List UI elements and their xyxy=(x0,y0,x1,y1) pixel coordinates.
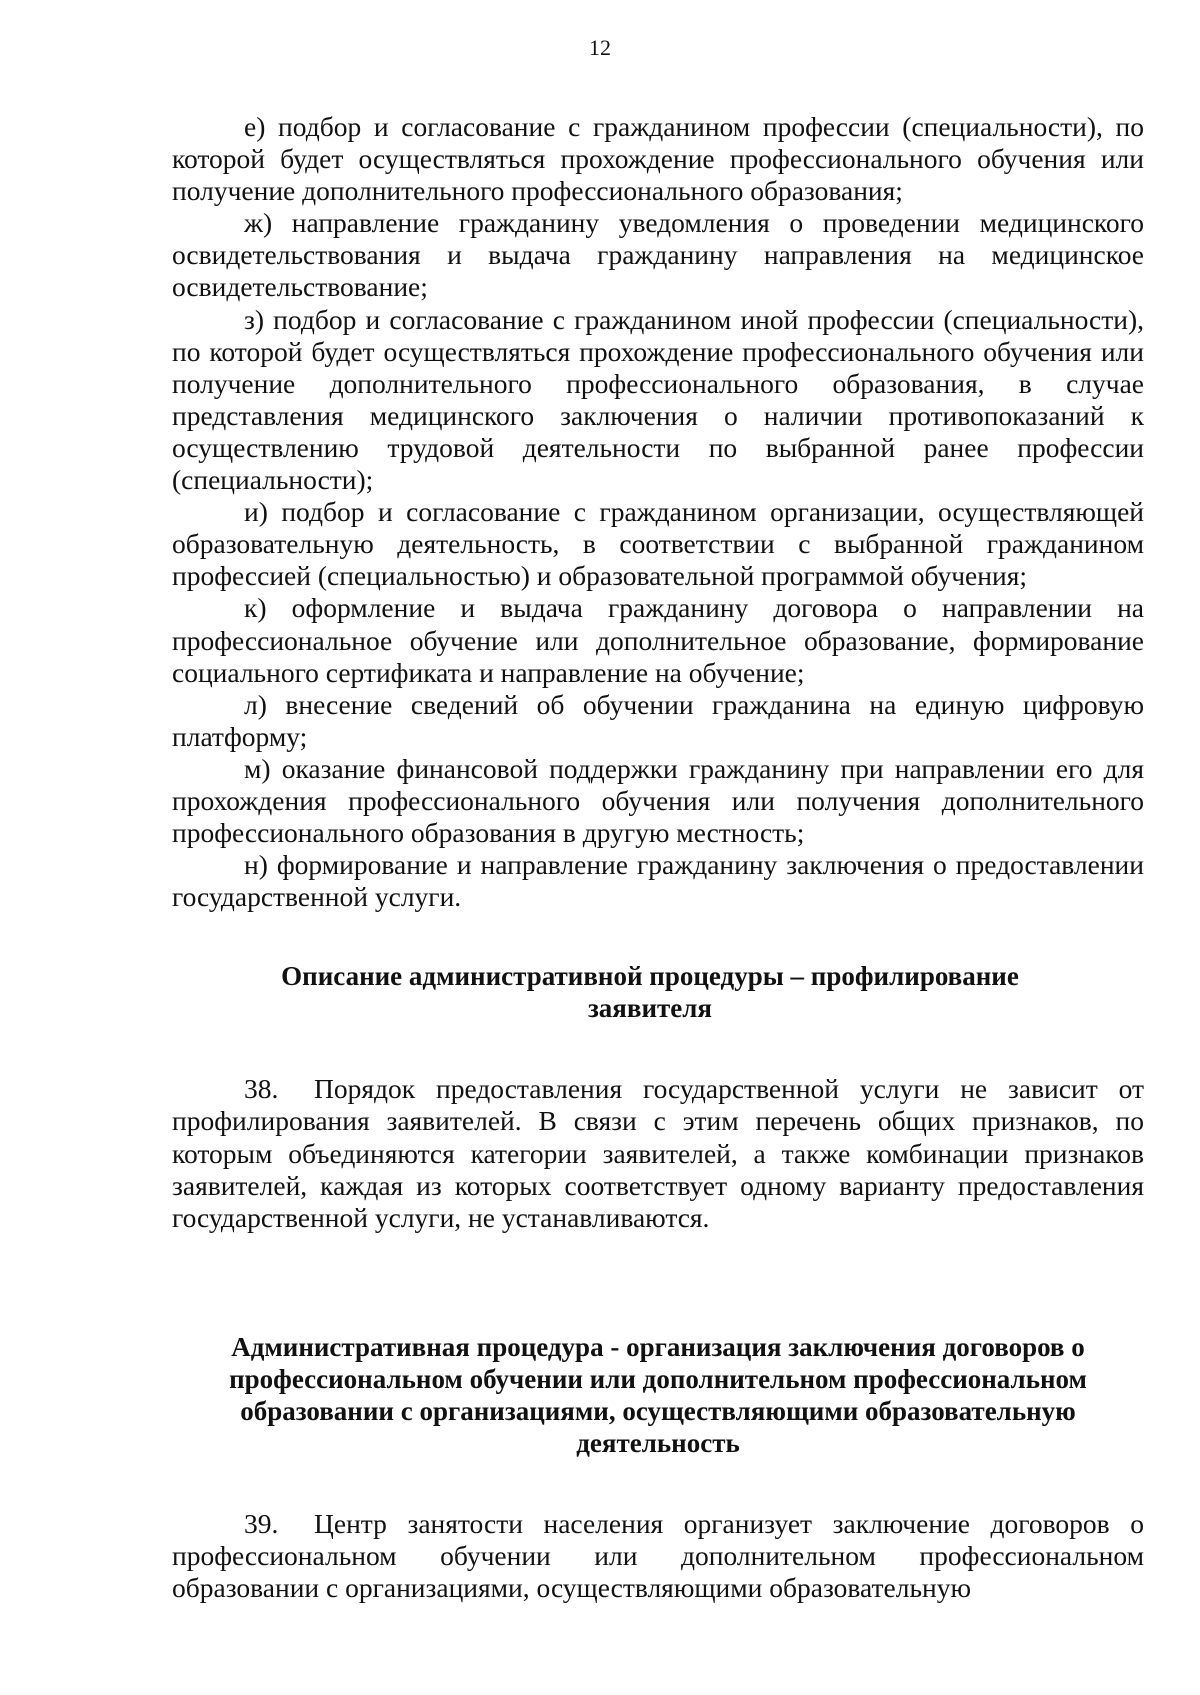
section-heading-contracts: Административная процедура - организация заключения договоров о профессиональном обучении или дополнительном профессиональном образовании с организациями, осуществляющими образовательную деятельность xyxy=(229,1331,1087,1458)
list-item-z: з) подбор и согласование с гражданином иной профессии (специальности), по которой будет осуществляться прохождение профессионального обучения или получение дополнительного профессионального образования, в случае представления медицинского заключения о наличии противопоказаний к осуществлению трудовой деятельности по выбранной ранее профессии (специальности); xyxy=(172,303,1144,496)
clause-39 xyxy=(172,1508,1144,1604)
document-body xyxy=(172,111,1144,1604)
clause-38-number: 38. xyxy=(244,1073,279,1105)
clause-39-number: 39. xyxy=(244,1507,279,1539)
list-item-m: м) оказание финансовой поддержки гражданину при направлении его для прохождения профессионального обучения или получения дополнительного профессионального образования в другую местность; xyxy=(172,752,1144,849)
list-item-l: л) внесение сведений об обучении гражданина на единую цифровую платформу; xyxy=(172,688,1144,752)
list-item-k: к) оформление и выдача гражданину договора о направлении на профессиональное обучение или дополнительное образование, формирование социального сертификата и направление на обучение; xyxy=(172,592,1144,688)
list-item-zh: ж) направление гражданину уведомления о проведении медицинского освидетельствования и выдача гражданину направления на медицинское освидетельствование; xyxy=(172,207,1144,303)
list-item-i: и) подбор и согласование с гражданином организации, осуществляющей образовательную деятельность, в соответствии с выбранной гражданином профессией (специальностью) и образовательной программой обучения; xyxy=(172,496,1144,592)
list-item-n: н) формирование и направление гражданину заключения о предоставлении государственной услуги. xyxy=(172,849,1144,913)
page-number: 12 xyxy=(589,35,611,60)
clause-38-text: Порядок предоставления государственной услуги не зависит от профилирования заявителей. В связи с этим перечень общих признаков, по которым объединяются категории заявителей, а также комбинации признаков заявителей, каждая из которых соответствует одному варианту предоставления государственной услуги, не устанавливаются. xyxy=(172,1073,1144,1233)
clause-38 xyxy=(172,1073,1144,1233)
clause-39-text: Центр занятости населения организует заключение договоров о профессиональном обучении или дополнительном профессиональном образовании с организациями, осуществляющими образовательную xyxy=(172,1507,1144,1603)
section-heading-profiling: Описание административной процедуры – профилирование заявителя xyxy=(281,961,1019,1024)
list-item-e: е) подбор и согласование с гражданином профессии (специальности), по которой будет осуществляться прохождение профессионального обучения или получение дополнительного профессионального образования; xyxy=(172,111,1144,207)
